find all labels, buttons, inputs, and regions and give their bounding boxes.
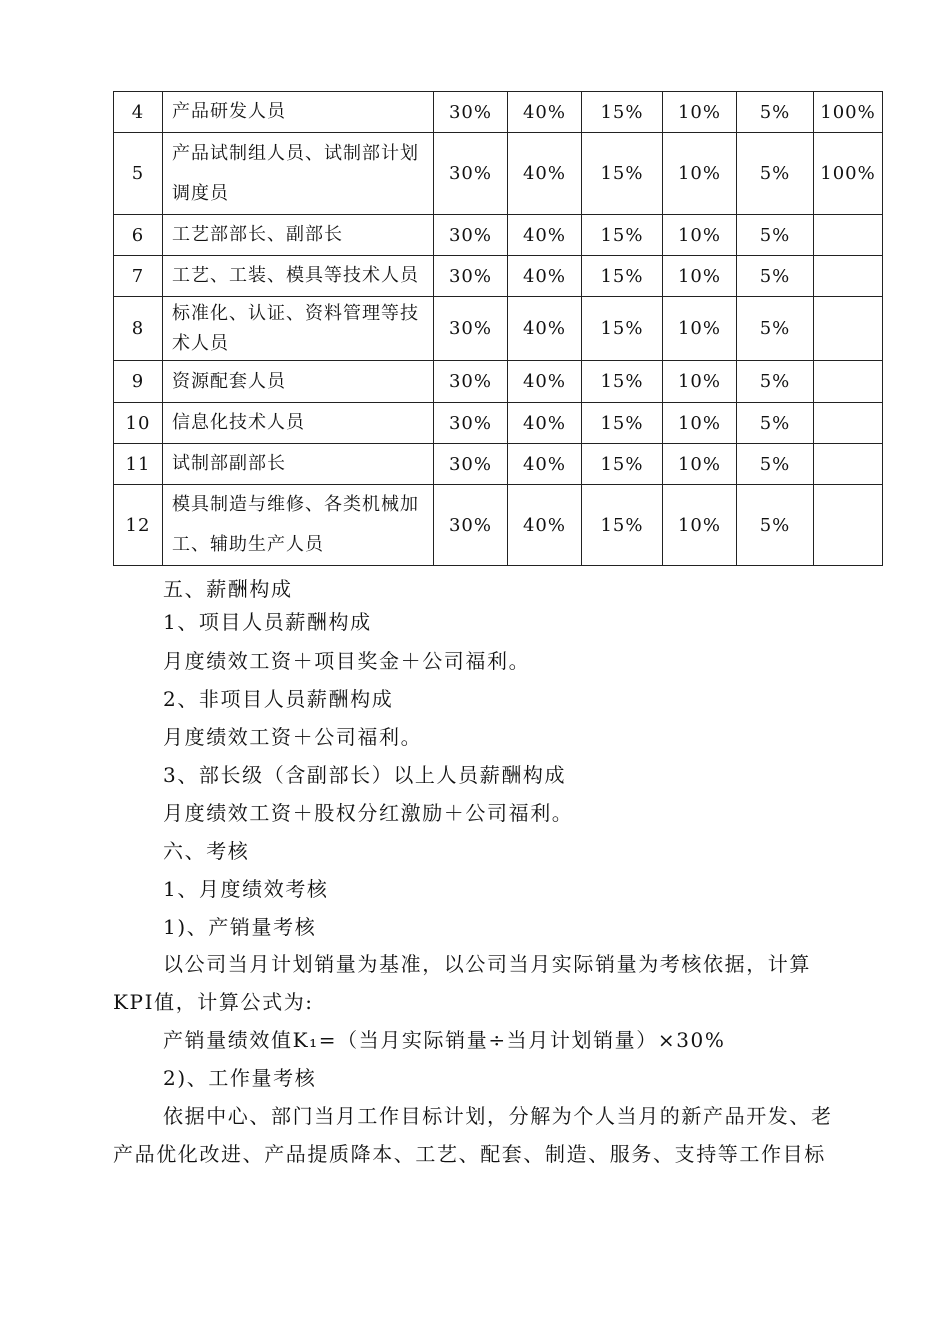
row-weight-5: 5% [737,361,814,403]
paragraph-line: KPI值，计算公式为: [113,990,314,1014]
row-total [814,215,883,256]
paragraph-line: 依据中心、部门当月工作目标计划，分解为个人当月的新产品开发、老 [163,1104,833,1128]
row-number: 5 [114,133,163,215]
row-number: 12 [114,485,163,566]
table-row [114,361,883,403]
section-5-2-text: 月度绩效工资＋公司福利。 [163,725,423,749]
row-number: 6 [114,215,163,256]
row-total [814,297,883,361]
row-weight-2: 40% [508,361,582,403]
row-weight-4: 10% [663,444,737,485]
row-weight-2: 40% [508,215,582,256]
table-row [114,485,883,566]
row-role: 模具制造与维修、各类机械加工、辅助生产人员 [163,485,434,566]
row-weight-5: 5% [737,297,814,361]
row-weight-4: 10% [663,361,737,403]
weight-table [113,91,883,566]
row-weight-4: 10% [663,297,737,361]
paragraph-line: 产品优化改进、产品提质降本、工艺、配套、制造、服务、支持等工作目标 [113,1142,826,1166]
row-weight-3: 15% [582,215,663,256]
row-weight-5: 5% [737,444,814,485]
table-row [114,133,883,215]
row-number: 11 [114,444,163,485]
row-weight-2: 40% [508,485,582,566]
row-weight-2: 40% [508,133,582,215]
row-weight-3: 15% [582,92,663,133]
row-role: 标准化、认证、资料管理等技术人员 [163,297,434,361]
section-6-heading: 六、考核 [163,839,250,863]
row-weight-3: 15% [582,133,663,215]
row-total [814,485,883,566]
section-5-1-text: 月度绩效工资＋项目奖金＋公司福利。 [163,649,531,673]
row-number: 4 [114,92,163,133]
row-weight-2: 40% [508,92,582,133]
row-weight-5: 5% [737,92,814,133]
row-weight-2: 40% [508,256,582,297]
row-weight-3: 15% [582,297,663,361]
row-role: 工艺部部长、副部长 [163,215,434,256]
row-weight-4: 10% [663,403,737,444]
table-row [114,92,883,133]
row-weight-5: 5% [737,485,814,566]
table-row [114,297,883,361]
section-6-1-2-heading: 2)、工作量考核 [163,1066,317,1090]
table-row [114,403,883,444]
row-weight-4: 10% [663,215,737,256]
row-weight-3: 15% [582,403,663,444]
row-weight-2: 40% [508,297,582,361]
row-role: 工艺、工装、模具等技术人员 [163,256,434,297]
row-weight-1: 30% [434,92,508,133]
row-role: 产品试制组人员、试制部计划调度员 [163,133,434,215]
row-weight-4: 10% [663,92,737,133]
row-weight-5: 5% [737,403,814,444]
row-weight-4: 10% [663,133,737,215]
row-total: 100% [814,92,883,133]
row-weight-1: 30% [434,215,508,256]
row-weight-1: 30% [434,444,508,485]
row-number: 10 [114,403,163,444]
section-5-3-heading: 3、部长级（含副部长）以上人员薪酬构成 [163,763,567,787]
row-total: 100% [814,133,883,215]
row-weight-4: 10% [663,256,737,297]
row-number: 9 [114,361,163,403]
row-number: 8 [114,297,163,361]
row-weight-3: 15% [582,256,663,297]
row-weight-3: 15% [582,485,663,566]
row-weight-2: 40% [508,403,582,444]
row-role: 资源配套人员 [163,361,434,403]
row-role: 产品研发人员 [163,92,434,133]
row-weight-3: 15% [582,444,663,485]
section-6-1-1-heading: 1)、产销量考核 [163,915,317,939]
row-weight-1: 30% [434,256,508,297]
row-weight-2: 40% [508,444,582,485]
row-weight-1: 30% [434,133,508,215]
row-weight-1: 30% [434,403,508,444]
section-6-1-heading: 1、月度绩效考核 [163,877,329,901]
table-row [114,256,883,297]
row-total [814,256,883,297]
kpi-formula: 产销量绩效值K₁=（当月实际销量÷当月计划销量）×30% [163,1028,726,1052]
row-total [814,444,883,485]
row-role: 试制部副部长 [163,444,434,485]
section-5-3-text: 月度绩效工资＋股权分红激励＋公司福利。 [163,801,574,825]
section-5-1-heading: 1、项目人员薪酬构成 [163,610,372,634]
row-weight-1: 30% [434,485,508,566]
table-row [114,444,883,485]
paragraph-line: 以公司当月计划销量为基准，以公司当月实际销量为考核依据，计算 [163,952,811,976]
table-row [114,215,883,256]
section-5-2-heading: 2、非项目人员薪酬构成 [163,687,394,711]
row-total [814,361,883,403]
row-weight-5: 5% [737,256,814,297]
row-number: 7 [114,256,163,297]
row-role: 信息化技术人员 [163,403,434,444]
row-weight-1: 30% [434,297,508,361]
row-weight-5: 5% [737,133,814,215]
row-weight-1: 30% [434,361,508,403]
row-total [814,403,883,444]
row-weight-5: 5% [737,215,814,256]
section-5-heading: 五、薪酬构成 [163,577,293,601]
row-weight-3: 15% [582,361,663,403]
row-weight-4: 10% [663,485,737,566]
